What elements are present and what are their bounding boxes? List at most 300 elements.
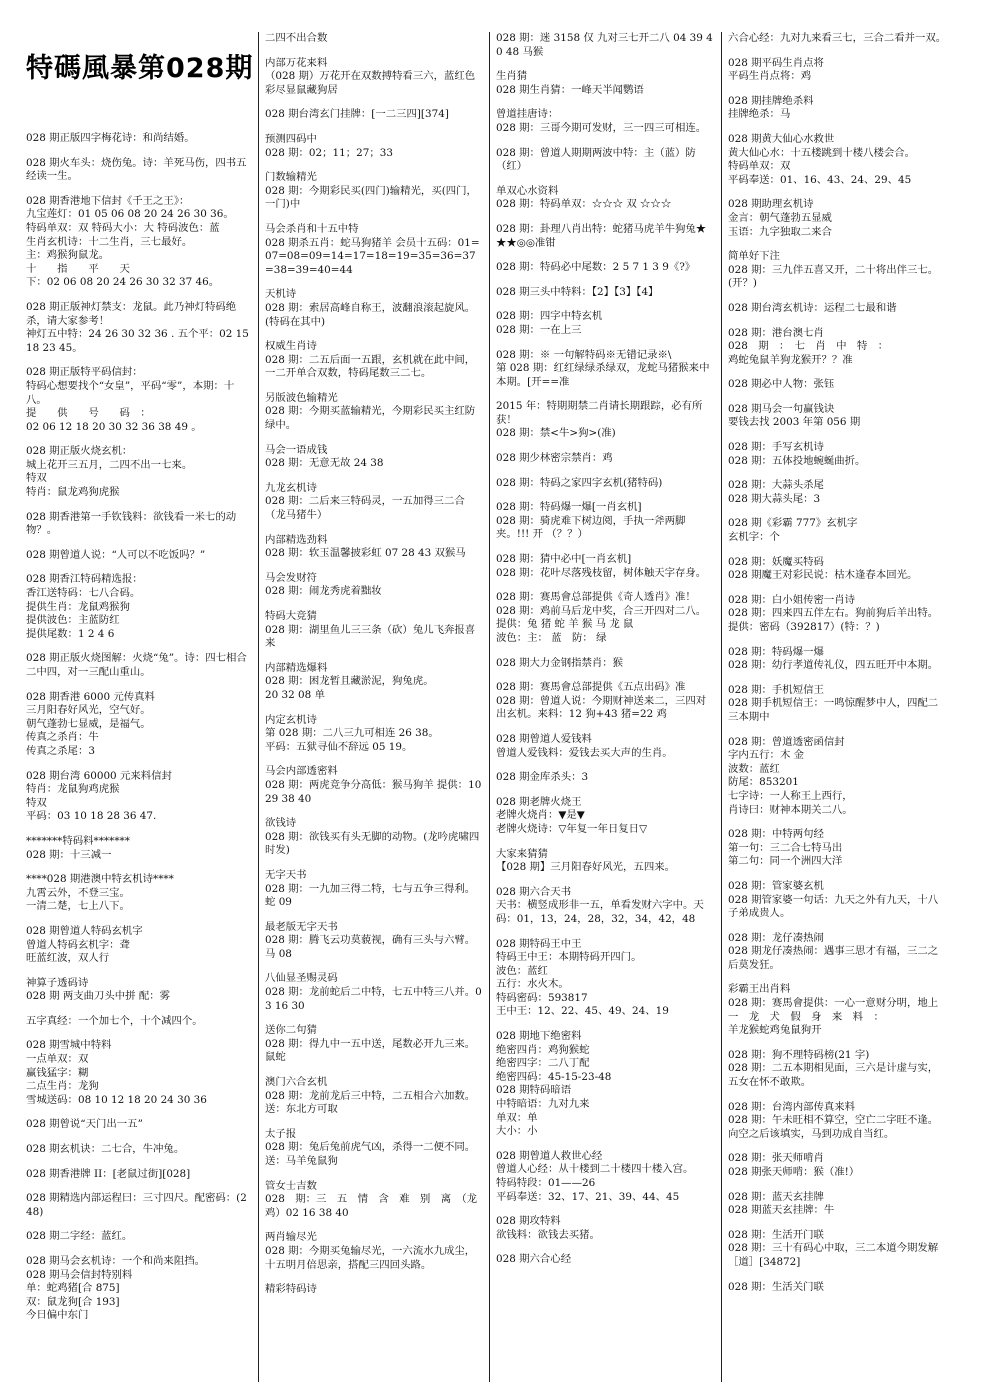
text-line: 028 期：大蒜头杀尾 xyxy=(728,479,824,492)
text-block xyxy=(728,828,947,869)
text-line: 提供波色：主蓝防红 xyxy=(26,614,120,627)
text-block xyxy=(496,185,715,212)
text-line: 028 期雪城中特料 xyxy=(26,1039,112,1052)
text-block xyxy=(496,886,715,927)
text-block xyxy=(265,1283,483,1297)
text-line: 028 期：骑虎难下树边阅，手执一斧两脚夹。!!! 开 （？？） xyxy=(496,514,686,541)
text-line: *******特码料******* xyxy=(26,834,130,847)
text-line: 028 期助理玄机诗 xyxy=(728,198,814,211)
text-block xyxy=(26,157,252,184)
text-line: 028 期平码生肖点将 xyxy=(728,56,824,69)
text-line: 欲钱诗 xyxy=(265,817,297,830)
text-line: 028 期：三哥今期可发财，三一四三可相连。 xyxy=(496,121,707,134)
text-line: 028 期：幼行孝道传礼仪，四五旺开中本期。 xyxy=(728,659,939,672)
text-line: 生肖玄机诗：十二生肖，三七最好。 xyxy=(26,235,193,248)
text-line: 曾道人特码玄机字：聋 xyxy=(26,938,130,951)
text-line: 金言：朝气蓬勃五显威 xyxy=(728,211,832,224)
text-line: 028 期：三九伴五喜又开，二十将出伴三七。(开？) xyxy=(728,263,939,290)
text-line: 028 期香港牌 II：[老鼠过街][028] xyxy=(26,1167,191,1180)
text-line: 028 期：四来四五伴左右。狗前狗后羊出特。提供：密码（392817）(特：？) xyxy=(728,607,939,633)
text-line: 特双 xyxy=(26,796,47,809)
text-block xyxy=(728,378,947,392)
text-line: 028 期曾道人特码玄机字 xyxy=(26,924,143,937)
text-line: 028 期玄机诀：二七合，牛冲兔。 xyxy=(26,1143,185,1156)
text-line: 028 期：五体投地蜿蜒曲折。 xyxy=(728,454,866,467)
text-line: 028 期：生活开门联 xyxy=(728,1228,824,1241)
text-line: 028 期正版特平码信封： xyxy=(26,366,143,379)
text-line: 马会内部透密料 xyxy=(265,765,338,778)
text-line: 九宝莲灯：01 05 06 08 20 24 26 30 36。 xyxy=(26,208,234,221)
text-block xyxy=(728,57,947,84)
text-line: 天机诗 xyxy=(265,288,297,301)
text-block xyxy=(265,223,483,277)
text-line: 028 期：手写玄机诗 xyxy=(728,441,824,454)
text-line: 028 期：软玉温馨披彩虹 07 28 43 双猴马 xyxy=(265,547,466,560)
text-line: 下：02 06 08 20 24 26 30 32 37 46。 xyxy=(26,276,220,289)
text-line: 平码奉送：01、16、43、24、29、45 xyxy=(728,173,912,186)
text-line: 028 期香港地下信封《千王之王》： xyxy=(26,194,190,207)
text-line: 绝密四码：45-15-23-48 xyxy=(496,1070,612,1083)
text-line: 送你二句猜 xyxy=(265,1024,317,1037)
text-line: 028 期：花叶尽落残枝留，树体触天字存身。 xyxy=(496,566,707,579)
text-line: 028 期：禁<牛>狗>(准) xyxy=(496,427,616,440)
text-line: 二四不出合数 xyxy=(265,32,328,44)
text-line: 028 期：生活关门联 xyxy=(728,1280,824,1293)
text-line: 特码特段：01——26 xyxy=(496,1177,596,1189)
text-block xyxy=(26,1255,252,1323)
text-line: 028 期：张天师啃肖 xyxy=(728,1152,824,1165)
text-line: 要钱去找 2003 年第 056 期 xyxy=(728,416,861,429)
text-line: 肖诗曰：财神本期关二八。 xyxy=(728,803,853,816)
text-line: 028 期：困龙暂且藏淤泥，狗兔虎。 xyxy=(265,675,434,688)
text-block xyxy=(496,591,715,645)
text-line: 五字真经：一个加七个，十个减四个。 xyxy=(26,1014,203,1027)
text-line: 028 期金库杀头：3 xyxy=(496,771,589,784)
text-block xyxy=(496,771,715,785)
text-line: 028 期地下绝密料 xyxy=(496,1030,582,1043)
text-line: 028 期：赛馬會总部提供《奇人透肖》准！ xyxy=(496,591,696,604)
text-block xyxy=(728,556,947,583)
text-line: 028 期马会一句赢钱诀 xyxy=(728,402,835,415)
text-line: 一点单双：双 xyxy=(26,1053,89,1066)
text-line: 028 期：特码爆一爆[一肖玄机] xyxy=(496,501,642,514)
text-block xyxy=(26,1168,252,1182)
text-line: 特码密码：593817 xyxy=(496,991,588,1004)
text-block xyxy=(265,32,483,46)
text-block xyxy=(728,1152,947,1179)
text-line: 大小：小 xyxy=(496,1125,538,1138)
text-line: 028 期：湖里鱼儿三三条（砍）兔儿飞奔报喜来 xyxy=(265,623,476,650)
text-line: 028 期特码王中王 xyxy=(496,937,582,950)
text-block xyxy=(496,681,715,722)
text-line: 028 期：龙前蛇后二中特，七五中特三八并。03 16 30 xyxy=(265,986,482,1012)
text-block xyxy=(265,1076,483,1117)
text-line: 精彩特码诗 xyxy=(265,1283,317,1296)
text-block xyxy=(265,714,483,755)
text-line: 今日偏中东门 xyxy=(26,1309,89,1322)
text-block xyxy=(728,133,947,187)
text-block xyxy=(26,573,252,641)
text-block xyxy=(496,286,715,300)
text-block xyxy=(265,288,483,329)
text-line: 特码王中王：本期特码开四门。 xyxy=(496,951,642,964)
text-block xyxy=(265,765,483,806)
text-line: 028 期正版四字梅花诗：和尚结婚。 xyxy=(26,132,195,144)
text-line: 防尾：853201 xyxy=(728,776,799,789)
text-block xyxy=(26,691,252,759)
text-line: 中特暗语：九对九来 xyxy=(496,1098,590,1111)
text-block xyxy=(728,517,947,544)
text-block xyxy=(26,652,252,679)
text-line: 五行：水火木。 xyxy=(496,978,569,991)
text-line: 028 期：无意无故 24 38 xyxy=(265,457,384,470)
text-line: 羊龙猴蛇鸡兔鼠狗开 xyxy=(728,1024,822,1037)
text-block xyxy=(728,594,947,635)
text-block xyxy=(728,95,947,122)
text-block xyxy=(496,796,715,837)
text-block xyxy=(496,310,715,337)
text-line: 028 期：二后来三特码灵，一五加得三二合（龙马猪牛） xyxy=(265,495,465,522)
text-line: 028 期：蓝天玄挂牌 xyxy=(728,1190,824,1203)
text-line: 028 期：欲钱买有头无脚的动物。(龙吟虎啸四时发) xyxy=(265,830,480,857)
text-line: 028 期：今期买兔输尽光，一六流水九成尘，十五明月倍思亲，搭配三四回头路。 xyxy=(265,1244,476,1271)
text-line: 传真之杀肖：牛 xyxy=(26,731,99,744)
text-line: 曾道人爱钱料：爱钱去买大声的生肖。 xyxy=(496,746,673,759)
text-block xyxy=(26,1039,252,1107)
text-line: ****028 期港澳中特玄机诗**** xyxy=(26,873,174,886)
text-line: 波色：主： 蓝 防： 绿 xyxy=(496,632,607,644)
text-block xyxy=(265,444,483,471)
text-line: 单双：单 xyxy=(496,1111,538,1124)
text-line: 028 期：腾飞云功莫藐视，确有三头与六臂。马 08 xyxy=(265,934,476,960)
text-line: 欲钱料：欲钱去买猪。 xyxy=(496,1228,600,1241)
text-block xyxy=(728,983,947,1037)
text-block xyxy=(26,873,252,914)
text-line: 028 期蓝天玄挂牌：牛 xyxy=(728,1204,835,1217)
column-3 xyxy=(489,32,721,1382)
text-block xyxy=(728,1281,947,1295)
page-title: 特碼風暴第028期 xyxy=(26,53,254,84)
text-line: 028 期：※ 一句解特码※无错记录※\ xyxy=(496,348,672,361)
text-line: 九龙玄机诗 xyxy=(265,481,317,494)
text-line: 028 期攻特料 xyxy=(496,1215,561,1228)
text-line: 太子报 xyxy=(265,1127,297,1140)
text-line: 028 期：特码爆一爆 xyxy=(728,645,824,658)
text-line: 028 期：龙前龙后三中特，二五相合六加数。 送：东北方可取 xyxy=(265,1089,479,1116)
text-line: 028 期三头中特料：【2】【3】【4】 xyxy=(496,285,659,298)
text-line: 028 期：港台澳七肖 xyxy=(728,326,824,339)
text-line: 波色：蓝红 xyxy=(496,964,548,977)
text-line: 第二句：同一个洲四大洋 xyxy=(728,855,843,868)
text-block xyxy=(496,147,715,174)
text-line: 【028 期】三月阳春好风光，五四来。 xyxy=(496,861,675,874)
text-line: 提供生肖：龙鼠鸡猴狗 xyxy=(26,600,130,613)
text-block xyxy=(265,340,483,381)
text-line: 十 指 平 天 xyxy=(26,262,130,275)
text-line: 028 期：四字中特玄机 xyxy=(496,310,603,323)
text-line: 028 期张天师啃：猴（准!） xyxy=(728,1166,860,1178)
text-line: 028 期：特码单双：☆☆☆ 双 ☆☆☆ xyxy=(496,198,672,211)
text-line: 028 期：三十有码心中取，三二本道今期发解［道］[34872] xyxy=(728,1242,939,1268)
columns-container xyxy=(20,32,963,1382)
text-block xyxy=(496,349,715,390)
text-line: 028 期火车头：烧伤兔。诗：羊死马伤，四书五经读一生。 xyxy=(26,156,247,183)
text-block xyxy=(496,70,715,97)
text-line: 028 期正版火烧玄机： xyxy=(26,445,133,458)
text-block xyxy=(26,195,252,290)
text-line: 管女士吉数 xyxy=(265,1179,317,1192)
text-block xyxy=(728,1101,947,1142)
text-line: 028 期：兔后兔前虎气凶，杀得一二便不同。送：马羊兔鼠狗 xyxy=(265,1141,476,1167)
text-line: 2015 年：特期期禁二肖请长期跟踪，必有所获！ xyxy=(496,400,703,426)
text-line: 028 期：迷 3158 仅 九对三七开二八 04 39 40 48 马猴 xyxy=(496,32,713,58)
text-line: 内部精选爆料 xyxy=(265,661,328,674)
text-line: 内部精选劲料 xyxy=(265,533,328,546)
text-block xyxy=(26,1118,252,1132)
text-line: 曾道挂唐诗： xyxy=(496,108,559,121)
text-block xyxy=(496,1150,715,1204)
text-line: 特码心想要找个“女皇”，平码“零”，本期：十八。 xyxy=(26,379,235,406)
text-line: 028 期：索居高峰自称王，波翻浪滚起旋风。(特码在其中) xyxy=(265,301,476,328)
text-line: 雪城送码：08 10 12 18 20 24 30 36 xyxy=(26,1093,207,1106)
text-block xyxy=(728,441,947,468)
text-line: 马会发财符 xyxy=(265,571,317,584)
text-line: 028 期手机短信王：一鸣惊醒梦中人，四配二三本期中 xyxy=(728,697,939,723)
text-block xyxy=(728,1191,947,1218)
text-line: 特码大竞猜 xyxy=(265,610,317,622)
text-line: 028 期：得九中一五中送，尾数必开九三来。鼠蛇 xyxy=(265,1037,476,1064)
text-line: 028 期：闹龙秀虎着黜妆 xyxy=(265,585,382,598)
text-line: 两肖输尽光 xyxy=(265,1231,317,1244)
text-line: 028 期黄大仙心水救世 xyxy=(728,132,835,145)
text-line: 特肖：龙鼠狗鸡虎猴 xyxy=(26,783,120,796)
text-block xyxy=(496,553,715,580)
text-block xyxy=(728,403,947,430)
text-line: 字内五行：木 金 xyxy=(728,749,805,762)
text-line: 028 期：今期买蓝输精光，今期彩民买主红防绿中。 xyxy=(265,405,476,432)
text-line: 黄大仙心水：十五楼跳到十楼八楼会合。 xyxy=(728,146,916,159)
text-block xyxy=(26,1015,252,1029)
text-line: 彩霸王出肖料 xyxy=(728,983,791,996)
text-block xyxy=(26,925,252,966)
text-line: 028 期龙仔凑热闹：遇事三思才有福，三二之后莫发狂。 xyxy=(728,945,939,971)
text-block xyxy=(728,302,947,316)
text-block xyxy=(496,400,715,441)
text-line: 20 32 08 单 xyxy=(265,688,325,701)
text-line: 天书：横竖成形非一五，单看发财六字中。天码：01，13，24，28，32，34，42，48 xyxy=(496,899,704,925)
text-line: 特码单双：双 特码大小：大 特码波色：蓝 xyxy=(26,221,220,234)
text-line: 028 期：台湾内部传真来料 xyxy=(728,1100,856,1113)
text-line: 主：鸡猴狗鼠龙。 xyxy=(26,249,110,262)
text-block xyxy=(265,1024,483,1065)
text-line: 特码单双：双 xyxy=(728,160,791,173)
text-line: 028 期正版火烧图解：火烧“兔”。诗：四七相合二中四，对一三配山重山。 xyxy=(26,652,247,678)
text-line: 028 期精选内部运程曰：三寸四尺。配密码：(248) xyxy=(26,1192,247,1218)
text-line: 028 期：午未旺相不算空，空亡二字旺不逢。向空之后该填实，马到功成自当红。 xyxy=(728,1114,939,1140)
text-block xyxy=(26,835,252,862)
text-line: 028 期特码暗语 xyxy=(496,1084,572,1097)
text-line: 028 期二字经：蓝红。 xyxy=(26,1230,133,1243)
text-line: 028 期：今期彩民买(四门)输精光，买(四门，一门)中 xyxy=(265,184,477,211)
text-line: 第 028 期：红红绿绿杀绿双，龙蛇马猪猴来中本期。[开==准 xyxy=(496,362,710,388)
text-line: 028 期曾道人救世心经 xyxy=(496,1149,603,1162)
text-line: 028 期香港 6000 元传真料 xyxy=(26,690,155,703)
text-line: 028 期马会信封特别料 xyxy=(26,1268,133,1281)
text-block xyxy=(265,921,483,962)
text-block xyxy=(265,572,483,599)
text-line: 单双心水资料 xyxy=(496,184,559,197)
text-line: 马会一语成钱 xyxy=(265,443,328,456)
text-block xyxy=(728,327,947,368)
text-line: 028 期：手机短信王 xyxy=(728,683,824,696)
text-line: 028 期曾说“天门出一五” xyxy=(26,1118,143,1131)
text-block xyxy=(496,452,715,466)
text-line: 028 期台湾 60000 元来料信封 xyxy=(26,769,172,782)
text-line: 老牌火烧诗：▽年复一年日复日▽ xyxy=(496,822,648,835)
text-block xyxy=(496,108,715,135)
text-block xyxy=(265,1128,483,1169)
text-line: 028 期：赛馬會总部提供《五点出码》准 xyxy=(496,681,686,694)
text-line: 提供：兔 猪 蛇 羊 猴 马 龙 鼠 xyxy=(496,618,634,631)
text-line: 三月阳春好风光，空气好。 xyxy=(26,704,151,717)
text-line: 028 期杀五肖：蛇马狗猪羊 会员十五码：01=07=08=09=14=17=18=19=35=36=37=38=39=40=44 xyxy=(265,236,480,276)
column-1 xyxy=(20,32,258,1382)
text-line: 六合心经：九对九来看三七，三合二看并一双。 xyxy=(728,32,947,44)
text-line: 预测四码中 xyxy=(265,132,317,145)
text-line: 028 期：十三减一 xyxy=(26,848,112,861)
text-line: 二点生肖：龙狗 xyxy=(26,1080,99,1093)
text-block xyxy=(26,549,252,563)
text-block xyxy=(26,1192,252,1219)
text-block xyxy=(496,657,715,671)
text-line: 028 期：一在上三 xyxy=(496,323,582,336)
text-line: 神灯五中特：24 26 30 32 36 . 五个平：02 15 18 23 45。 xyxy=(26,328,253,354)
text-block xyxy=(496,501,715,542)
text-line: 028 期：二五后面一五跟，玄机就在此中间，一二开单合双数，特码尾数三二七。 xyxy=(265,353,476,380)
text-line: 神算子透码诗 xyxy=(26,976,89,989)
text-line: 王中王：12、22、45、49、24、19 xyxy=(496,1005,669,1018)
column-2 xyxy=(258,32,489,1382)
text-line: 028 期：02；11；27；33 xyxy=(265,146,393,159)
text-line: 028 期六合天书 xyxy=(496,885,572,898)
text-line: 内定玄机诗 xyxy=(265,713,317,726)
text-line: 平码：03 10 18 28 36 47. xyxy=(26,810,157,823)
text-line: 玄机字：个 xyxy=(728,531,780,544)
text-line: 028 期：曾道人期期两波中特：主（蓝）防（红） xyxy=(496,146,696,173)
text-block xyxy=(26,366,252,434)
text-block xyxy=(265,108,483,122)
text-line: 028 期必中人物：张钰 xyxy=(728,378,835,391)
text-line: 02 06 12 18 20 30 32 36 38 49 。 xyxy=(26,420,202,433)
text-line: 028 期台湾玄机诗：运程二七最和谐 xyxy=(728,301,897,314)
text-line: 平码：五狱寻仙不辞远 05 19。 xyxy=(265,740,413,753)
text-block xyxy=(26,1230,252,1244)
text-line: 028 期：鸡前马后龙中奖，合三开四对二八。 xyxy=(496,604,707,617)
text-line: （028 期）万花开在双数搏特看三六，蓝红色彩尽显鼠藏狗居 xyxy=(265,70,476,96)
text-line: 单：蛇鸡猪[合 875] xyxy=(26,1282,120,1295)
text-block xyxy=(728,479,947,506)
text-line: 平码奉送：32、17、21、39、44、45 xyxy=(496,1190,680,1203)
text-line: 028 期：妖魔买特码 xyxy=(728,555,824,568)
text-line: 028 期：两虎竞争分高低：猴马狗羊 提供：10 29 38 40 xyxy=(265,778,485,805)
text-line: 028 期台湾玄门挂牌：[一二三四][374] xyxy=(265,108,449,121)
text-block xyxy=(496,223,715,250)
text-block xyxy=(26,511,252,538)
text-line: 特双 xyxy=(26,472,47,485)
text-line: 生肖猜 xyxy=(496,70,528,83)
text-line: 无字天书 xyxy=(265,868,307,881)
text-block xyxy=(496,477,715,491)
text-line: 028 期：赛馬會提供：一心一意财分明，地上 一 龙 犬 假 身 来 料 ： xyxy=(728,997,949,1023)
text-line: 玉语：九字独取二来合 xyxy=(728,225,832,238)
text-line: 七字诗：一人称王上西行， xyxy=(728,789,853,802)
text-block xyxy=(26,445,252,499)
text-block xyxy=(496,848,715,875)
text-line: 028 期挂牌绝杀料 xyxy=(728,94,814,107)
text-line: 028 期曾道人爱钱料 xyxy=(496,732,592,745)
text-line: 028 期 两支曲刀头中拼 配：雾 xyxy=(26,990,171,1003)
text-line: 简单好下注 xyxy=(728,250,780,263)
text-line: 鸡蛇兔鼠羊狗龙猴开？？准 xyxy=(728,353,853,366)
text-line: 028 期生肖猜：一峰天半闻鹦语 xyxy=(496,83,644,96)
text-line: 波数：蓝红 xyxy=(728,762,780,775)
text-block xyxy=(496,1253,715,1267)
text-line: 绝密四字：二八丁配 xyxy=(496,1057,590,1070)
text-line: 老牌火烧肖：▼是▼ xyxy=(496,809,585,822)
text-line: 提 供 号 码 ： xyxy=(26,407,151,420)
text-line: 028 期正版神灯禁支：龙鼠。此乃神灯特码绝杀，请大家参考！ xyxy=(26,300,237,327)
text-block xyxy=(496,938,715,1020)
text-block xyxy=(265,1231,483,1272)
text-block xyxy=(496,32,715,59)
text-block xyxy=(26,301,252,355)
text-line: 028 期 ： 七 肖 中 特 ： xyxy=(728,340,889,353)
text-line: 028 期：卦理八肖出特：蛇猪马虎羊牛狗兔★★★◎◎准钳 xyxy=(496,222,707,249)
text-block xyxy=(496,1215,715,1242)
text-line: 内部万花来料 xyxy=(265,56,328,69)
text-block xyxy=(265,817,483,858)
text-block xyxy=(728,250,947,291)
text-line: 028 期：特码必中尾数：2 5 7 1 3 9《?》 xyxy=(496,261,696,274)
text-block xyxy=(265,171,483,212)
text-block xyxy=(728,646,947,673)
text-block xyxy=(728,198,947,239)
text-line: 028 期老牌火烧王 xyxy=(496,795,582,808)
text-line: 028 期：白小姐传密一肖诗 xyxy=(728,593,856,606)
text-line: 第一句：三二合七特马出 xyxy=(728,841,843,854)
text-line: 提供尾数：1 2 4 6 xyxy=(26,627,115,640)
column-4 xyxy=(721,32,953,1382)
text-line: 朝气蓬勃七显威，是福气。 xyxy=(26,717,151,730)
text-line: 028 期马会玄机诗：一个和尚来阻挡。 xyxy=(26,1255,205,1267)
text-line: 绝密四肖：鸡狗猴蛇 xyxy=(496,1043,590,1056)
text-line: 028 期管家婆一句话：九天之外有九天，十八子弟成贵人。 xyxy=(728,893,939,920)
text-line: 028 期：狗不理特码榜(21 字) xyxy=(728,1048,870,1061)
text-block xyxy=(728,1049,947,1090)
text-line: 八仙显圣赐灵码 xyxy=(265,972,338,985)
text-block xyxy=(265,57,483,98)
text-line: 028 期《彩霸 777》玄机字 xyxy=(728,517,858,530)
text-block xyxy=(26,132,252,146)
text-line: 028 期少林密宗禁肖：鸡 xyxy=(496,452,613,465)
text-line: 另版波色输精光 xyxy=(265,391,338,404)
text-line: 028 期大力金钢指禁肖：猴 xyxy=(496,656,624,669)
text-block xyxy=(265,1180,483,1221)
text-line: 最老版无字天书 xyxy=(265,920,338,933)
text-line: 028 期：一九加三得二特，七与五争三得利。蛇 09 xyxy=(265,882,476,909)
text-line: 028 期：特码之家四字玄机(猪特码) xyxy=(496,476,663,489)
text-line: 028 期：中特两句经 xyxy=(728,828,824,841)
